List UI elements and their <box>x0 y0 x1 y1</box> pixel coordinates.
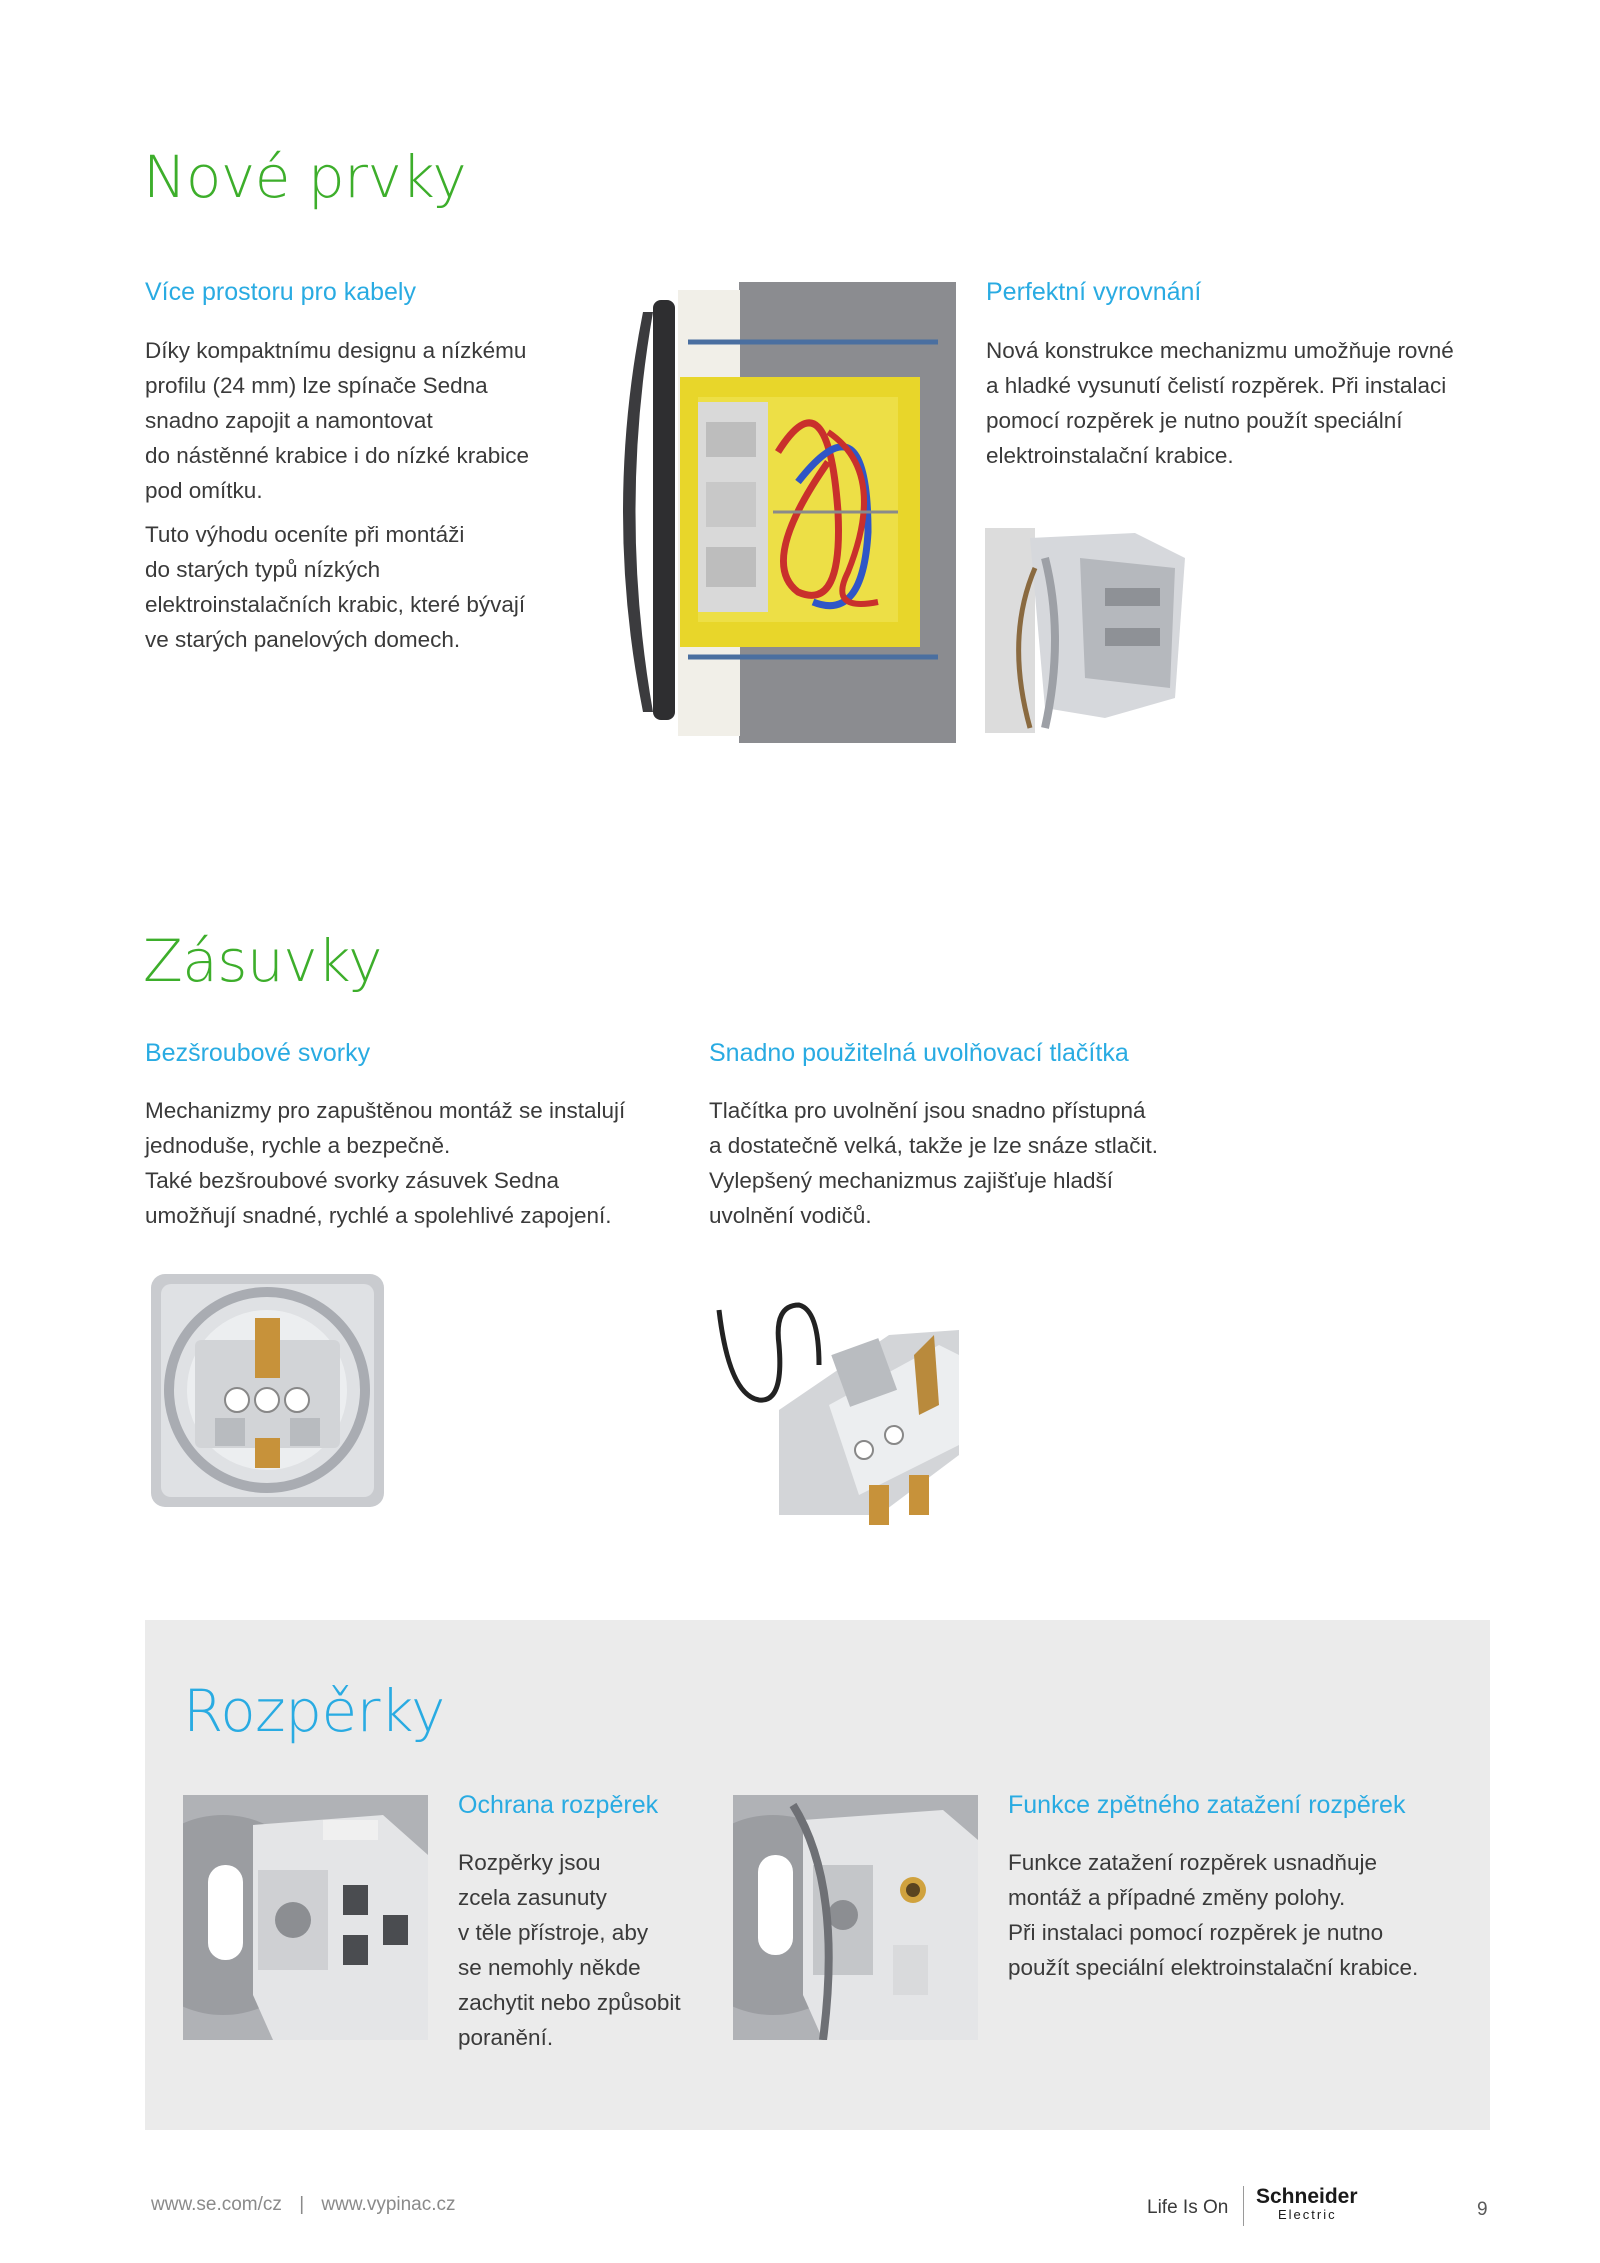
paragraph: Mechanizmy pro zapuštěnou montáž se instalují jednoduše, rychle a bezpečně. Také bezšroubové svorky zásuvek Sedna umožňují snadné, rychlé a spolehlivé zapojení. <box>145 1098 626 1228</box>
release-button-image <box>709 1285 959 1525</box>
section-title-zasuvky: Zásuvky <box>143 927 382 995</box>
subheading-uvolnovaci-tlacitka: Snadno použitelná uvolňovací tlačítka <box>709 1039 1129 1067</box>
section-title-rozperky: Rozpěrky <box>183 1677 445 1745</box>
page-number: 9 <box>1477 2199 1488 2220</box>
footer-link-se[interactable]: www.se.com/cz <box>151 2194 282 2215</box>
text-funkce-zpetneho-zatazeni <box>1008 1845 1478 1985</box>
socket-mechanism-image <box>145 1268 390 1513</box>
schneider-electric-logo <box>1256 2186 1358 2222</box>
spreader-protection-image <box>183 1795 428 2040</box>
paragraph: Tuto výhodu oceníte při montáži do starých typů nízkých elektroinstalačních krabic, které bývají ve starých panelových domech. <box>145 522 526 652</box>
section-title-nove-prvky: Nové prvky <box>143 143 467 211</box>
switch-cross-section-image <box>598 282 956 743</box>
subheading-funkce-zpetneho-zatazeni: Funkce zpětného zatažení rozpěrek <box>1008 1791 1406 1819</box>
paragraph: Rozpěrky jsou zcela zasunuty v těle přístroje, aby se nemohly někde zachytit nebo způsobit poranění. <box>458 1850 681 2050</box>
subheading-perfektni-vyrovnani: Perfektní vyrovnání <box>986 278 1202 306</box>
footer-separator: | <box>299 2194 305 2215</box>
text-perfektni-vyrovnani <box>986 333 1506 473</box>
subheading-vice-prostoru: Více prostoru pro kabely <box>145 278 416 306</box>
footer-divider <box>1243 2186 1244 2226</box>
paragraph: Díky kompaktnímu designu a nízkému profilu (24 mm) lze spínače Sedna snadno zapojit a namontovat do nástěnné krabice i do nízké krabice pod omítku. <box>145 338 529 503</box>
text-vice-prostoru <box>145 333 585 657</box>
text-ochrana-rozperek <box>458 1845 718 2055</box>
clamp-mechanism-image <box>985 528 1195 733</box>
footer-link-vypinac[interactable]: www.vypinac.cz <box>321 2194 456 2215</box>
subheading-ochrana-rozperek: Ochrana rozpěrek <box>458 1791 659 1819</box>
footer-links <box>151 2194 456 2216</box>
brand-sub: Electric <box>1278 2207 1337 2222</box>
life-is-on-tagline: Life Is On <box>1147 2197 1229 2218</box>
brand-name: Schneider <box>1256 2185 1358 2208</box>
paragraph: Funkce zatažení rozpěrek usnadňuje montáž a případné změny polohy. Při instalaci pomocí rozpěrek je nutno použít speciální elektroinstalační krabice. <box>1008 1850 1419 1980</box>
spreader-retraction-image <box>733 1795 978 2040</box>
text-uvolnovaci-tlacitka <box>709 1093 1229 1233</box>
subheading-bezsroubove-svorky: Bezšroubové svorky <box>145 1039 371 1067</box>
paragraph: Tlačítka pro uvolnění jsou snadno přístupná a dostatečně velká, takže je lze snáze stlačit. Vylepšený mechanizmus zajišťuje hladší uvolnění vodičů. <box>709 1098 1158 1228</box>
paragraph: Nová konstrukce mechanizmu umožňuje rovné a hladké vysunutí čelistí rozpěrek. Při instalaci pomocí rozpěrek je nutno použít speciální elektroinstalační krabice. <box>986 338 1454 468</box>
text-bezsroubove-svorky <box>145 1093 685 1233</box>
